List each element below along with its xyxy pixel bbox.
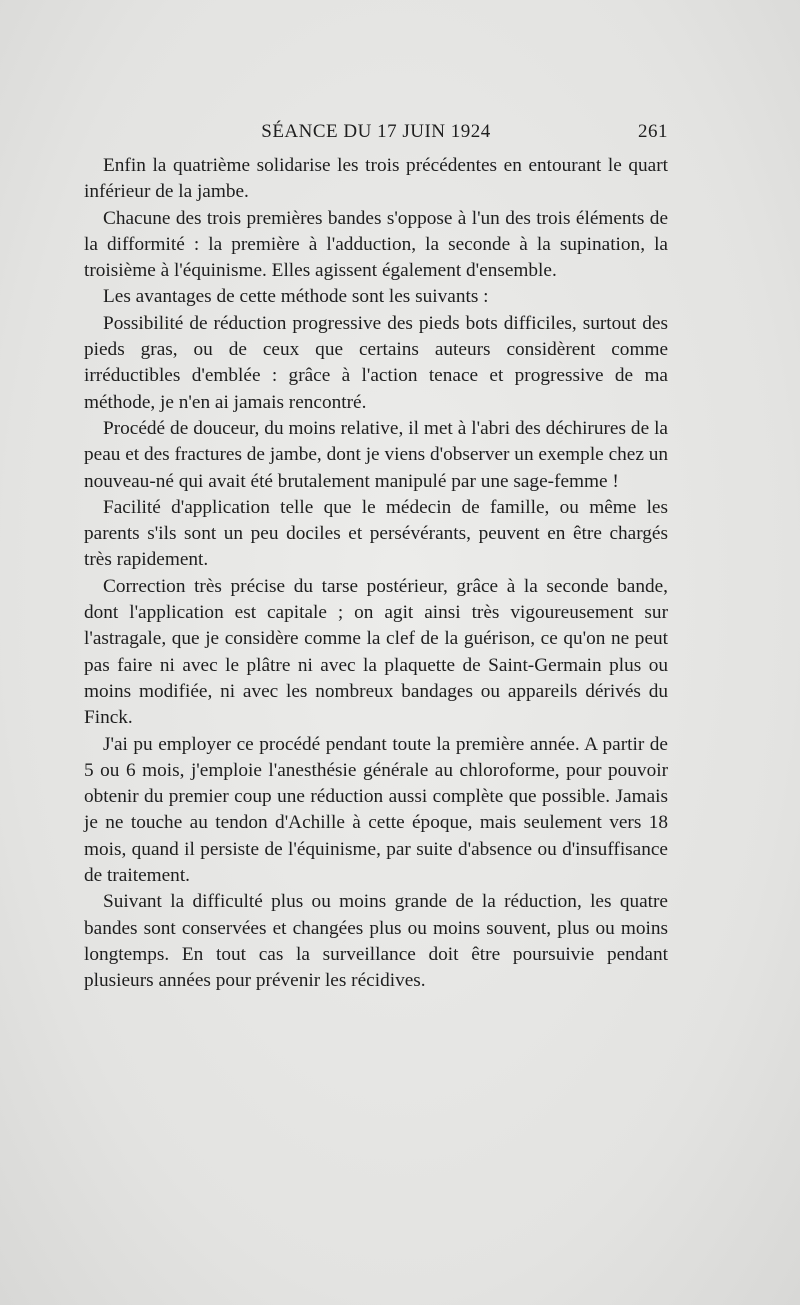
paragraph-tarsus-correction: Correction très précise du tarse postérieur, grâce à la seconde bande, dont l'application est capitale ; on agit ainsi très vigoureusement sur l'astragale, que je considère comme la clef de la guérison, ce qu'on ne peut pas faire ni avec le plâtre ni avec la plaquette de Saint-Germain plus ou moins modifiée, ni avec les nombreux bandages ou appareils dérivés du Finck.	[84, 575, 668, 729]
paragraph-progressive-reduction: Possibilité de réduction progressive des pieds bots difficiles, surtout des pieds gras, ou de ceux que certains auteurs considèrent comme irréductibles d'emblée : grâce à l'action tenace et progressive de ma méthode, je n'en ai jamais rencontré.	[84, 312, 668, 413]
paragraph-gentleness: Procédé de douceur, du moins relative, il met à l'abri des déchirures de la peau et des fractures de jambe, dont je viens d'observer un exemple chez un nouveau-né qui avait été brutalement manipulé par une sage-femme !	[84, 417, 668, 492]
body-text	[84, 153, 668, 995]
paragraph-surveillance: Suivant la difficulté plus ou moins grande de la réduction, les quatre bandes sont conservées et changées plus ou moins souvent, plus ou moins longtemps. En tout cas la surveillance doit être poursuivie pendant plusieurs années pour prévenir les récidives.	[84, 891, 668, 992]
paragraph-first-year: J'ai pu employer ce procédé pendant toute la première année. A partir de 5 ou 6 mois, j'emploie l'anesthésie générale au chloroforme, pour pouvoir obtenir du premier coup une réduction aussi complète que possible. Jamais je ne touche au tendon d'Achille à cette époque, mais seulement vers 18 mois, quand il persiste de l'équinisme, par suite d'absence ou d'insuffisance de traitement.	[84, 733, 668, 887]
paragraph-three-bands: Chacune des trois premières bandes s'oppose à l'un des trois éléments de la difformité : la première à l'adduction, la seconde à la supination, la troisième à l'équinisme. Elles agissent également d'ensemble.	[84, 207, 668, 282]
paragraph-conclusion-bandage: Enfin la quatrième solidarise les trois précédentes en entourant le quart inférieur de la jambe.	[84, 155, 668, 203]
paragraph-ease-of-application: Facilité d'application telle que le médecin de famille, ou même les parents s'ils sont un peu dociles et persévérants, peuvent en être chargés très rapidement.	[84, 496, 668, 571]
running-title: SÉANCE DU 17 JUIN 1924	[261, 121, 491, 142]
running-header	[84, 121, 668, 149]
page-number: 261	[638, 121, 668, 142]
paragraph-advantages-intro: Les avantages de cette méthode sont les suivants :	[103, 286, 489, 308]
